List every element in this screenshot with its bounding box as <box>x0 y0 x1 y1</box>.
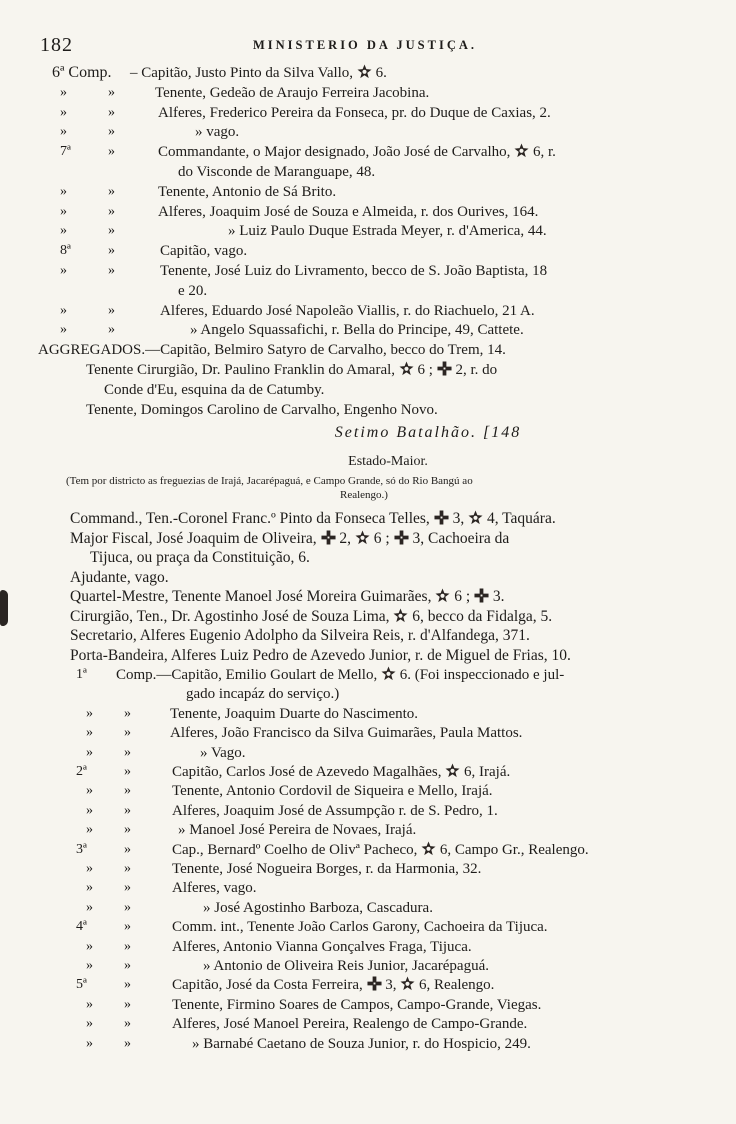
column-company: 4ª <box>76 919 87 935</box>
order-star-icon <box>399 361 414 376</box>
entry-line <box>158 203 538 221</box>
order-star-icon <box>400 976 415 991</box>
entry-text: » Manoel José Pereira de Novaes, Irajá. <box>178 822 417 839</box>
entry-line <box>172 938 472 956</box>
column-company: 2ª <box>76 764 87 779</box>
column-company: » <box>60 124 67 140</box>
running-head: MINISTERIO DA JUSTIÇA. <box>252 38 478 52</box>
column-ditto: » <box>124 764 131 779</box>
entry-line <box>172 860 481 878</box>
order-star-icon <box>445 763 460 778</box>
column-ditto: » <box>124 880 131 896</box>
order-cross-icon <box>367 976 382 991</box>
entry-text: do Visconde de Maranguape, 48. <box>178 164 376 180</box>
column-ditto: » <box>124 899 131 915</box>
entry-text: – Capitão, Justo Pinto da Silva Vallo, <box>130 65 354 81</box>
column-ditto: » <box>124 822 131 838</box>
entry-text: » Angelo Squassafichi, r. Bella do Principe, 49, Cattete. <box>190 322 524 339</box>
entry-line <box>70 530 509 548</box>
entry-text: Cirurgião, Ten., Dr. Agostinho José de Souza Lima, <box>70 607 390 625</box>
column-ditto: » <box>124 996 131 1012</box>
column-ditto: » <box>124 841 131 857</box>
column-company: 5ª <box>76 977 87 993</box>
entry-text: Tenente, Gedeão de Araujo Ferreira Jacobina. <box>155 84 430 101</box>
order-star-icon <box>514 143 529 158</box>
column-company: » <box>86 996 93 1012</box>
entry-line <box>172 763 510 781</box>
column-company: » <box>60 84 67 100</box>
entry-text: Commandante, o Major designado, João José de Carvalho, <box>158 144 511 161</box>
column-company: » <box>86 861 93 876</box>
entry-text: Comm. int., Tenente João Carlos Garony, Cachoeira da Tijuca. <box>172 919 548 936</box>
entry-text: » Vago. <box>200 744 246 761</box>
entry-tail: 6, Realengo. <box>419 977 495 994</box>
entry-text: Tenente, Antonio de Sá Brito. <box>158 183 337 200</box>
entry-tail: 6. (Foi inspeccionado e jul- <box>399 667 565 683</box>
entry-text: Quartel-Mestre, Tenente Manoel José Moreira Guimarães, <box>70 588 432 605</box>
entry-text: » Luiz Paulo Duque Estrada Meyer, r. d'America, 44. <box>228 223 547 240</box>
column-company: 3ª <box>76 841 87 857</box>
order-star-icon <box>468 510 483 525</box>
column-company: » <box>86 822 93 838</box>
entry-line <box>228 222 547 240</box>
order-star-icon <box>435 588 450 603</box>
order-star-icon <box>421 841 436 856</box>
column-ditto: » <box>124 919 131 935</box>
battalion-title: Setimo Batalhão. [148 <box>334 424 522 441</box>
entry-text: » vago. <box>195 124 240 141</box>
entry-tail: 2, <box>339 529 352 547</box>
order-cross-icon <box>474 588 489 603</box>
entry-line <box>70 608 552 626</box>
column-ditto: » <box>124 958 131 973</box>
entry-text: Alferes, José Manoel Pereira, Realengo de Campo-Grande. <box>172 1016 528 1033</box>
entry-tail: 6, r. <box>532 144 556 161</box>
entry-line <box>172 976 494 994</box>
entry-text: Capitão, Carlos José de Azevedo Magalhães, <box>172 764 442 780</box>
entry-text: Tenente, José Nogueira Borges, r. da Harmonia, 32. <box>172 861 482 877</box>
entry-text: Capitão, José da Costa Ferreira, <box>172 977 363 994</box>
entry-line <box>70 569 169 587</box>
entry-tail: 6 ; <box>373 529 390 547</box>
entry-line <box>172 841 589 859</box>
entry-text: Tenente Cirurgião, Dr. Paulino Franklin do Amaral, <box>86 362 396 378</box>
entry-tail: 3, <box>385 977 397 994</box>
entry-tail: 4, Taquára. <box>486 510 556 527</box>
entry-line <box>195 123 239 141</box>
entry-line <box>86 401 438 419</box>
column-company: » <box>86 802 93 818</box>
column-company: 8ª <box>60 243 71 259</box>
order-cross-icon <box>321 530 336 545</box>
entry-line <box>130 64 387 82</box>
column-ditto: » <box>108 124 115 140</box>
ink-smudge <box>0 590 8 626</box>
entry-text: e 20. <box>178 282 208 299</box>
column-company: » <box>60 183 67 199</box>
entry-line <box>172 918 548 936</box>
column-ditto: » <box>124 861 131 876</box>
entry-text: AGGREGADOS.—Capitão, Belmiro Satyro de Carvalho, becco do Trem, 14. <box>38 342 506 359</box>
column-company: » <box>86 744 93 760</box>
column-company: » <box>86 705 93 721</box>
entry-tail: 6 ; <box>417 362 433 378</box>
entry-text: Tenente, Firmino Soares de Campos, Campo-Grande, Viegas. <box>172 996 542 1013</box>
column-company: » <box>86 958 93 973</box>
column-company: » <box>86 938 93 954</box>
entry-text: Alferes, João Francisco da Silva Guimarães, Paula Mattos. <box>170 725 523 742</box>
entry-tail: 6, becco da Fidalga, 5. <box>412 607 553 625</box>
column-ditto: » <box>124 725 131 741</box>
entry-tail: 2, r. do <box>455 362 498 378</box>
column-company: » <box>86 783 93 799</box>
entry-text: Tijuca, ou praça da Constituição, 6. <box>90 549 310 566</box>
order-star-icon <box>393 608 408 623</box>
entry-line <box>200 744 246 762</box>
column-company: » <box>60 263 67 278</box>
entry-line <box>116 666 564 684</box>
entry-text: Tenente, Joaquim Duarte do Nascimento. <box>170 705 419 722</box>
column-company: 1ª <box>76 667 87 682</box>
entry-text: Alferes, Eduardo José Napoleão Viallis, r. do Riachuelo, 21 A. <box>160 302 535 319</box>
entry-text: Comp.—Capitão, Emilio Goulart de Mello, <box>116 667 378 683</box>
column-ditto: » <box>108 144 115 160</box>
entry-line <box>172 1015 527 1033</box>
entry-text: Capitão, vago. <box>160 243 248 260</box>
order-star-icon <box>357 64 372 79</box>
entry-tail: 3. <box>492 588 505 605</box>
district-note-cont: Realengo.) <box>340 489 388 501</box>
entry-tail: 6 ; <box>454 588 471 605</box>
entry-line <box>158 104 551 122</box>
entry-text: » Antonio de Oliveira Reis Junior, Jacarépaguá. <box>203 958 489 974</box>
column-company: » <box>60 104 67 120</box>
entry-text: Command., Ten.-Coronel Franc.º Pinto da Fonseca Telles, <box>70 510 430 527</box>
column-ditto: » <box>108 302 115 318</box>
entry-line <box>186 685 339 703</box>
entry-text: » José Agostinho Barboza, Cascadura. <box>203 899 433 916</box>
entry-text: Alferes, Joaquim José de Souza e Almeida, r. dos Ourives, 164. <box>158 203 539 220</box>
entry-line <box>178 282 207 300</box>
entry-line <box>160 262 547 280</box>
column-ditto: » <box>124 802 131 818</box>
entry-line <box>178 163 375 181</box>
column-company: » <box>60 203 67 219</box>
entry-line <box>178 821 416 839</box>
entry-line <box>70 510 556 528</box>
column-company: 7ª <box>60 144 71 160</box>
entry-text: Secretario, Alferes Eugenio Adolpho da Silveira Reis, r. d'Alfandega, 371. <box>70 627 530 644</box>
entry-line <box>172 782 493 800</box>
entry-tail: 6, Campo Gr., Realengo. <box>439 841 589 858</box>
column-ditto: » <box>108 84 115 100</box>
entry-text: Tenente, José Luiz do Livramento, becco de S. João Baptista, 18 <box>160 263 548 279</box>
entry-line <box>172 996 541 1014</box>
column-company: » <box>86 1035 93 1051</box>
entry-text: Porta-Bandeira, Alferes Luiz Pedro de Azevedo Junior, r. de Miguel de Frias, 10. <box>70 646 571 664</box>
order-star-icon <box>381 666 396 681</box>
entry-text: Conde d'Eu, esquina da de Catumby. <box>104 381 325 398</box>
entry-line <box>160 242 247 260</box>
entry-line <box>158 183 336 201</box>
order-cross-icon <box>434 510 449 525</box>
entry-text: Alferes, Frederico Pereira da Fonseca, pr. do Duque de Caxias, 2. <box>158 104 551 121</box>
column-company: » <box>86 725 93 741</box>
column-company: » <box>60 302 67 318</box>
entry-line <box>170 724 522 742</box>
entry-text: Major Fiscal, José Joaquim de Oliveira, <box>70 529 317 547</box>
column-ditto: » <box>124 938 131 954</box>
column-ditto: » <box>108 243 115 259</box>
column-company: » <box>60 322 67 338</box>
column-ditto: » <box>108 263 115 278</box>
column-company: » <box>60 223 67 239</box>
section-title: Estado-Maior. <box>348 454 428 469</box>
entry-text: Tenente, Domingos Carolino de Carvalho, Engenho Novo. <box>86 401 438 418</box>
entry-line <box>38 341 506 359</box>
entry-line <box>70 627 530 645</box>
column-ditto: » <box>108 322 115 338</box>
entry-text: Alferes, vago. <box>172 880 257 897</box>
entry-line <box>190 321 524 339</box>
entry-line <box>203 899 433 917</box>
column-ditto: » <box>124 783 131 799</box>
column-company: » <box>86 880 93 896</box>
entry-line <box>90 549 310 567</box>
column-ditto: » <box>108 183 115 199</box>
entry-text: » Barnabé Caetano de Souza Junior, r. do Hospicio, 249. <box>192 1035 531 1052</box>
column-company: » <box>86 1016 93 1032</box>
column-company: 6ª Comp. <box>52 64 112 81</box>
entry-line <box>155 84 429 102</box>
entry-text: gado incapáz do serviço.) <box>186 686 340 703</box>
entry-tail: 3, <box>452 510 465 527</box>
column-ditto: » <box>124 744 131 760</box>
district-note: (Tem por districto as freguezias de Irajá, Jacarépaguá, e Campo Grande, só do Rio Bangú ao <box>66 475 473 487</box>
entry-line <box>70 588 505 606</box>
entry-tail: 6, Irajá. <box>464 764 511 780</box>
entry-text: Alferes, Joaquim José de Assumpção r. de S. Pedro, 1. <box>172 802 498 819</box>
order-star-icon <box>355 530 370 545</box>
entry-text: Tenente, Antonio Cordovil de Siqueira e Mello, Irajá. <box>172 783 493 800</box>
entry-line <box>160 302 535 320</box>
column-ditto: » <box>124 705 131 721</box>
column-ditto: » <box>124 977 131 993</box>
column-ditto: » <box>124 1035 131 1051</box>
entry-line <box>86 361 497 379</box>
entry-tail: 3, Cachoeira da <box>412 529 510 547</box>
entry-text: Cap., Bernardº Coelho de Olivª Pacheco, <box>172 841 418 858</box>
entry-line <box>70 647 571 665</box>
entry-text: Alferes, Antonio Vianna Gonçalves Fraga, Tijuca. <box>172 938 472 955</box>
column-ditto: » <box>124 1016 131 1032</box>
entry-line <box>158 143 556 161</box>
entry-line <box>172 879 257 897</box>
column-ditto: » <box>108 104 115 120</box>
entry-text: Ajudante, vago. <box>70 568 169 586</box>
column-company: » <box>86 899 93 915</box>
column-ditto: » <box>108 203 115 219</box>
page-header <box>40 36 690 56</box>
entry-tail: 6. <box>375 65 387 81</box>
column-ditto: » <box>108 223 115 239</box>
entry-line <box>192 1035 531 1053</box>
entry-line <box>203 957 489 975</box>
order-cross-icon <box>394 530 409 545</box>
page-number: 182 <box>40 34 73 56</box>
entry-line <box>170 705 418 723</box>
order-cross-icon <box>437 361 452 376</box>
entry-line <box>104 381 324 399</box>
entry-line <box>172 802 498 820</box>
